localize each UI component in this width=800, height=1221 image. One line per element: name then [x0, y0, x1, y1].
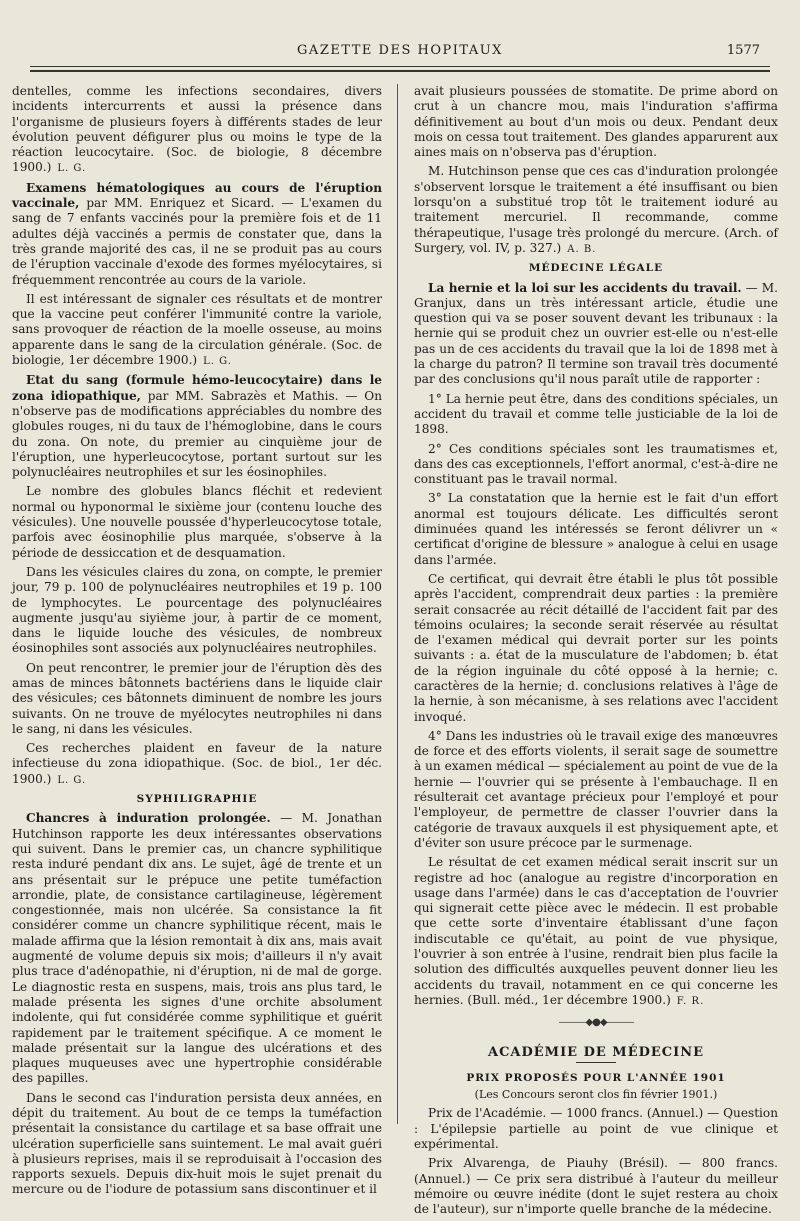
article-title: Etat du sang (formule hémo-leucocytaire) dans le zona idiopathique, — [12, 373, 382, 403]
right-column — [414, 84, 778, 1221]
conclusion-4: 4° Dans les industries où le travail exige des manœuvres de force et des efforts violents, il serait sage de soumettre à un examen médical — spécialement au point de vue de la hernie — l'ouvrier qui se présente à l'embauchage. Il en résulterait cet avantage précieux pour l'employé et pour l'employeur, de permettre de classer l'ouvrier dans la catégorie de travaux auxquels il est physiquement apte, et d'éviter son usure précoce par le surmenage. — [414, 728, 778, 850]
page-number: 1577 — [726, 43, 760, 58]
section-heading-syphiligraphie: SYPHILIGRAPHIE — [136, 793, 258, 806]
article-examens: Examens hématologiques au cours de l'éruption vaccinale, par MM. Enriquez et Sicard. — L'examen du sang de 7 enfants vaccinés pour la première fois et de 11 adultes déjà vaccinés a permis de constater que, dans la très grande majorité des cas, il ne se produit pas au cours de l'éruption vaccinale d'exode des formes myélocytaires, si fréquemment rencontrée au cours de la variole. — [12, 180, 382, 287]
conclusion-3: 3° La constatation que la hernie est le fait d'un effort anormal est toujours délicate. Les difficultés seront diminuées quand les intéressés se feront délivrer un « certificat d'origine de blessure » analogue à celui en usage dans l'armée. — [414, 491, 778, 567]
short-rule — [576, 1062, 616, 1063]
article-title: La hernie et la loi sur les accidents du travail. — [428, 280, 742, 295]
author-signature: A. B. — [567, 243, 597, 255]
paragraph: Il est intéressant de signaler ces résultats et de montrer que la vaccine peut conférer l'immunité contre la variole, sans provoquer de réaction de la moelle osseuse, au moins apparente dans le sang de la circulation générale. (Soc. de biologie, 1er décembre 1900.) L. G. — [12, 291, 382, 368]
column-divider — [397, 84, 398, 1124]
paragraph: Le nombre des globules blancs fléchit et redevient normal ou hyponormal le sixième jour (contenu louche des vésicules). Une nouvelle poussée d'hyperleucocytose totale, parfois avec éosinophilie plus marquée, s'observe à la période de dessiccation et de desquamation. — [12, 484, 382, 560]
paragraph: Ces recherches plaident en faveur de la nature infectieuse du zona idiopathique. (Soc. de biol., 1er déc. 1900.) L. G. — [12, 741, 382, 786]
conclusion-1: 1° La hernie peut être, dans des conditions spéciales, un accident du travail et comme telle justiciable de la loi de 1898. — [414, 391, 778, 437]
prix-title: PRIX PROPOSÉS POUR L'ANNÉE 1901 — [466, 1071, 726, 1084]
section-heading-academie: ACADÉMIE DE MÉDECINE — [487, 1044, 704, 1060]
left-column — [12, 84, 382, 1202]
prix-subtitle: (Les Concours seront clos fin février 1901.) — [474, 1088, 718, 1102]
paragraph: Dans le second cas l'induration persista deux années, en dépit du traitement. Au bout de ce temps la tuméfaction présentait la consistance du cartilage et sa base offrait une ulcération superficielle sans suintement. Le mal avait guéri à plusieurs reprises, mais il se reproduisait à l'occasion des rapports sexuels. Depuis dix-huit mois le sujet prenait du mercure ou de l'iodure de potassium sans discontinuer et il — [12, 1090, 382, 1197]
prix-alvarenga: Prix Alvarenga, de Piauhy (Brésil). — 800 francs. (Annuel.) — Ce prix sera distribué à l'auteur du meilleur mémoire ou œuvre inédite (dont le sujet restera au choix de l'auteur), sur n'importe quelle branche de la médecine. — [414, 1156, 778, 1217]
paragraph: On peut rencontrer, le premier jour de l'éruption dès des amas de minces bâtonnets bactériens dans le liquide clair des vésicules; ces bâtonnets diminuent de nombre les jours suivants. On ne trouve de myélocytes neutrophiles ni dans le sang, ni dans les vésicules. — [12, 660, 382, 736]
author-signature: L. G. — [203, 356, 232, 368]
article-chancres: Chancres à induration prolongée. — M. Jonathan Hutchinson rapporte les deux intéressantes observations qui suivent. Dans le premier cas, un chancre syphilitique resta induré pendant dix ans. Le sujet, âgé de trente et un ans présentait sur le prépuce une petite tuméfaction arrondie, plate, de consistance cartilagineuse, légèrement congestionnée, mais non ulcérée. Sa consistance la fit considérer comme un chancre syphilitique récent, mais le malade affirma que la lésion remontait à dix ans, mais avait augmenté de volume depuis six mois; d'ailleurs il n'y avait plus trace d'adénopathie, ni d'éruption, ni de mal de gorge. Le diagnostic resta en suspens, mais, trois ans plus tard, le malade présenta les signes d'une orchite absolument indolente, qui fut considérée comme syphilitique et guérit rapidement par le traitement spécifique. A ce moment le malade présentait sur la langue des ulcérations et des plaques muqueuses avec une hypertrophie considérable des papilles. — [12, 811, 382, 1086]
article-title: Examens hématologiques au cours de l'éruption vaccinale, — [12, 180, 382, 211]
paragraph: Ce certificat, qui devrait être établi le plus tôt possible après l'accident, comprendrait deux parties : la première serait consacrée au récit détaillé de l'accident fait par des témoins oculaires; la seconde serait réservée au résultat de l'examen médical qui devrait porter sur les points suivants : a. état de la musculature de l'abdomen; b. état de la région inguinale du côté opposé à la hernie; c. caractères de la hernie; d. conclusions relatives à l'âge de la hernie, à son mécanisme, à ses relations avec l'accident invoqué. — [414, 571, 778, 724]
article-continuation: avait plusieurs poussées de stomatite. De prime abord on crut à un chancre mou, mais l'induration s'affirma définitivement au bout d'un mois ou deux. Pendant deux mois on cessa tout traitement. Des glandes apparurent aux aines mais on n'observa pas d'éruption. — [414, 84, 778, 160]
author-signature: L. G. — [57, 163, 87, 175]
author-signature: F. R. — [676, 995, 705, 1007]
section-heading-medecine-legale: MÉDECINE LÉGALE — [528, 262, 664, 275]
paragraph: Dans les vésicules claires du zona, on compte, le premier jour, 79 p. 100 de polynucléaires neutrophiles et 19 p. 100 de lymphocytes. Le pourcentage des polynucléaires augmente jusqu'au siyième jour, à partir de ce moment, dans le liquide louche des vésicules, de nombreux éosinophiles sont associés aux polynucléaires neutrophiles. — [12, 564, 382, 656]
author-signature: L. G. — [57, 774, 87, 786]
paragraph: Le résultat de cet examen médical serait inscrit sur un registre ad hoc (analogue au registre d'incorporation en usage dans l'armée) dans le cas d'acceptation de l'ouvrier qui signerait cette pièce avec le médecin. Il est probable que cette sorte d'inventaire établissant d'une façon indiscutable ce qu'était, au point de vue physique, l'ouvrier à son entrée à l'usine, rendrait bien plus facile la solution des difficultés auxquelles peuvent donner lieu les accidents du travail, notamment en ce qui concerne les hernies. (Bull. méd., 1er décembre 1900.) F. R. — [414, 855, 778, 1007]
article-hernie: La hernie et la loi sur les accidents du travail. — M. Granjux, dans un très intéressant article, étudie une question qui va se poser souvent devant les tribunaux : la hernie qui se produit chez un ouvrier est-elle ou n'est-elle pas un de ces accidents du travail que la loi de 1898 met à la charge du patron? Il termine son travail très documenté par des conclusions qu'il nous paraît utile de rapporter : — [414, 280, 778, 387]
ornament-divider: ———◆●◆——— — [558, 1017, 634, 1029]
conclusion-2: 2° Ces conditions spéciales sont les traumatismes et, dans des cas exceptionnels, l'effort anormal, c'est-à-dire ne constituant pas le travail normal. — [414, 441, 778, 487]
article-title: Chancres à induration prolongée. — [26, 811, 271, 826]
article-etat-du-sang: Etat du sang (formule hémo-leucocytaire) dans le zona idiopathique, par MM. Sabrazès et Mathis. — On n'observe pas de modifications appréciables du nombre des globules rouges, ni du taux de l'hémoglobine, dans le cours du zona. On note, du premier au cinquième jour de l'éruption, une hyperleucocytose, portant surtout sur les polynucléaires neutrophiles et sur les éosinophiles. — [12, 373, 382, 480]
prix-academie: Prix de l'Académie. — 1000 francs. (Annuel.) — Question : L'épilepsie partielle au point de vue clinique et expérimental. — [414, 1106, 778, 1151]
article-continuation: dentelles, comme les infections secondaires, divers incidents intercurrents et aussi la présence dans l'organisme de plusieurs foyers à différents stades de leur évolution peuvent défigurer plus ou moins le type de la réaction leucocytaire. (Soc. de biologie, 8 décembre 1900.) L. G. — [12, 84, 382, 175]
header-rule — [30, 66, 770, 67]
journal-title: GAZETTE DES HOPITAUX — [297, 43, 503, 58]
header-rule-double — [30, 70, 770, 72]
paragraph: M. Hutchinson pense que ces cas d'induration prolongée s'observent lorsque le traitement a été insuffisant ou bien lorsqu'on a substitué trop tôt le traitement ioduré au traitement mercuriel. Il recommande, comme thérapeutique, l'usage très prolongé du mercure. (Arch. of Surgery, vol. IV, p. 327.) A. B. — [414, 164, 778, 255]
page-header — [30, 40, 770, 62]
